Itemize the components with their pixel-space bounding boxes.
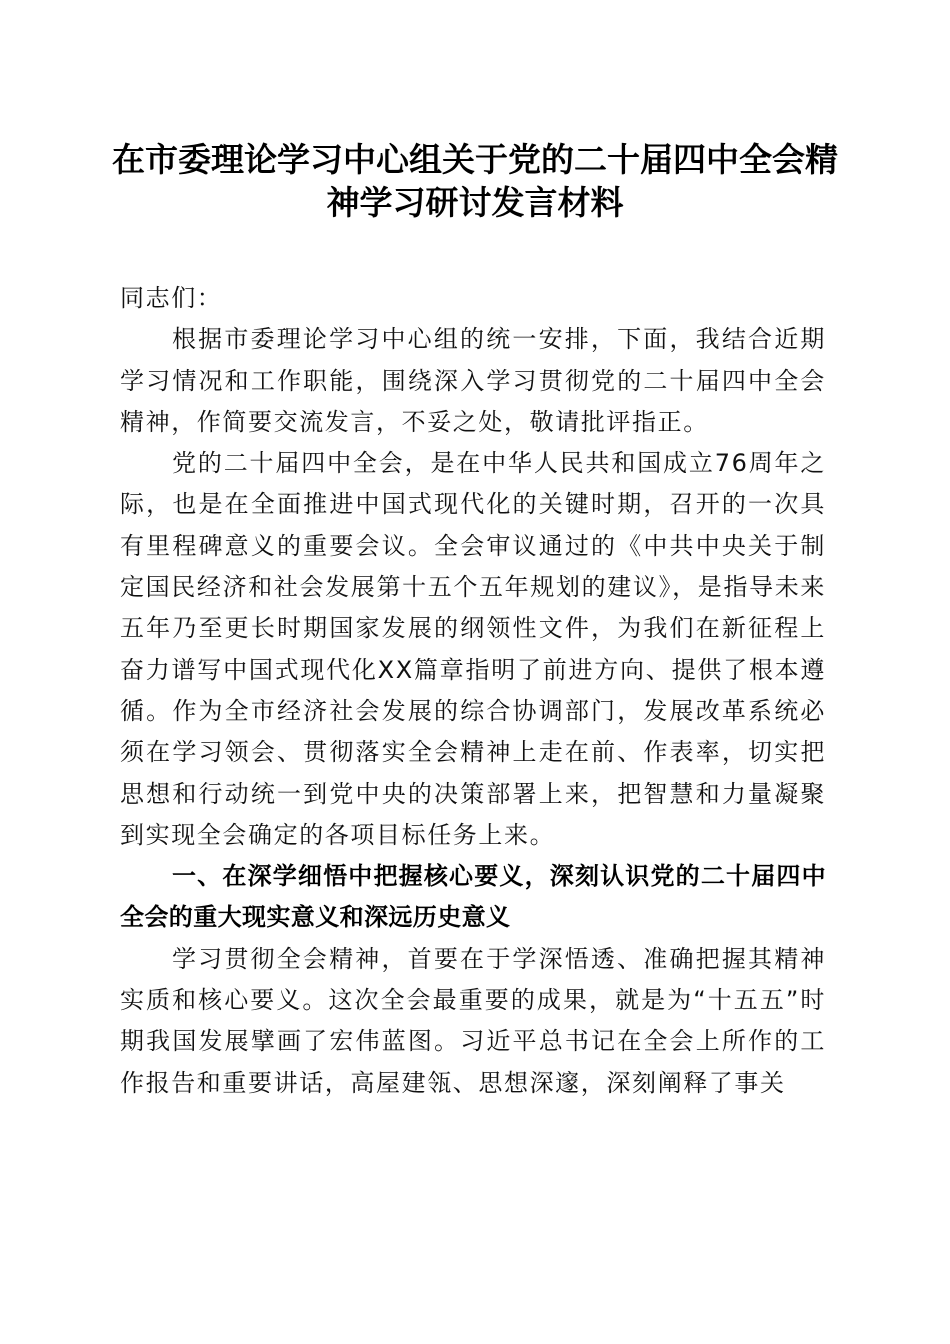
document-body (120, 278, 826, 1104)
section-heading-1: 一、在深学细悟中把握核心要义，深刻认识党的二十届四中全会的重大现实意义和深远历史意义 (120, 862, 826, 932)
paragraph-intro: 根据市委理论学习中心组的统一安排，下面，我结合近期学习情况和工作职能，围绕深入学习贯彻党的二十届四中全会精神，作简要交流发言，不妥之处，敬请批评指正。 (120, 325, 826, 436)
salutation: 同志们： (120, 284, 223, 312)
document-title: 在市委理论学习中心组关于党的二十届四中全会精神学习研讨发言材料 (112, 140, 838, 222)
paragraph-background: 党的二十届四中全会，是在中华人民共和国成立76周年之际，也是在全面推进中国式现代化的关键时期，召开的一次具有里程碑意义的重要会议。全会审议通过的《中共中央关于制定国民经济和社会发展第十五个五年规划的建议》，是指导未来五年乃至更长时期国家发展的纲领性文件，为我们在新征程上奋力谱写中国式现代化XX篇章指明了前进方向、提供了根本遵循。作为全市经济社会发展的综合协调部门，发展改革系统必须在学习领会、贯彻落实全会精神上走在前、作表率，切实把思想和行动统一到党中央的决策部署上来，把智慧和力量凝聚到实现全会确定的各项目标任务上来。 (120, 449, 826, 849)
section-1-paragraph: 学习贯彻全会精神，首要在于学深悟透、准确把握其精神实质和核心要义。这次全会最重要的成果，就是为“十五五”时期我国发展擘画了宏伟蓝图。习近平总书记在全会上所作的工作报告和重要讲话，高屋建瓴、思想深邃，深刻阐释了事关 (120, 944, 826, 1097)
